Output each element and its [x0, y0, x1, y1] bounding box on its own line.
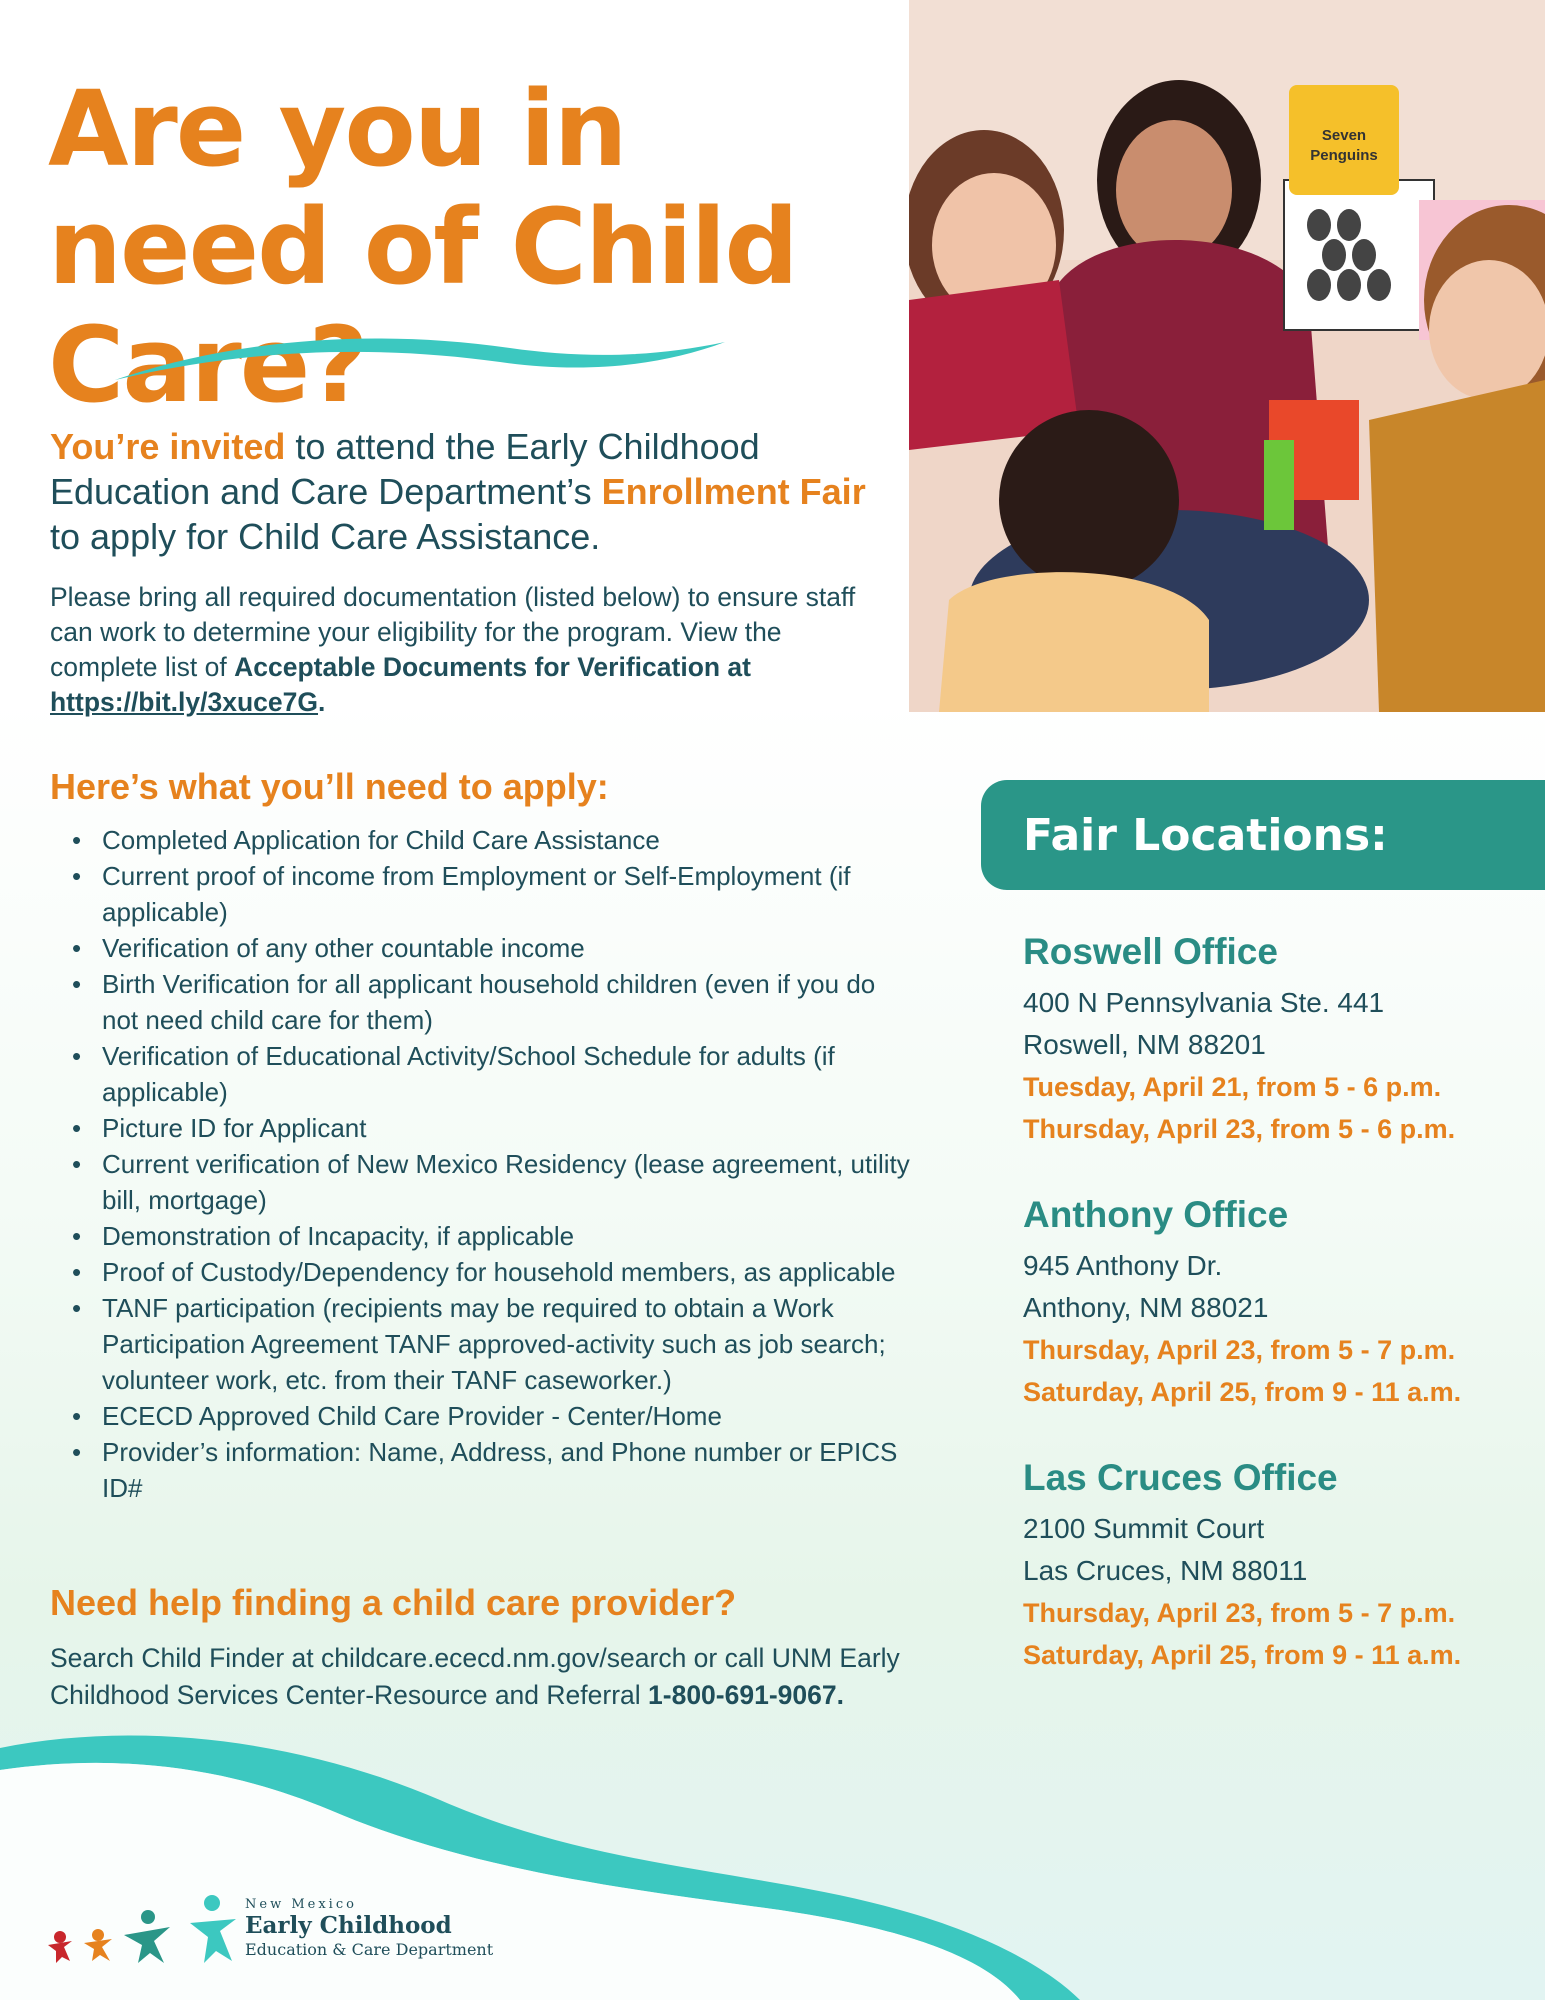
location-time: Saturday, April 25, from 9 - 11 a.m.	[1023, 1640, 1462, 1670]
invitation-body-2: to apply for Child Care Assistance.	[50, 516, 601, 557]
book-title-line2: Penguins	[1310, 147, 1378, 164]
list-item: • Verification of Educational Activity/School Schedule for adults (if applicable)	[50, 1038, 910, 1110]
documentation-end: .	[318, 687, 326, 717]
list-item: • Picture ID for Applicant	[50, 1110, 910, 1146]
invitation-body-1: to attend the Early Childhood Education and Care Department’s	[50, 426, 760, 512]
location-address-line2: Anthony, NM 88021	[1023, 1292, 1269, 1323]
documents-link[interactable]: https://bit.ly/3xuce7G	[50, 687, 319, 717]
ececd-logo-text	[245, 1897, 493, 1959]
help-text	[50, 1640, 950, 1714]
location-anthony	[1023, 1193, 1523, 1413]
list-item: • Completed Application for Child Care Assistance	[50, 822, 910, 858]
logo-line-2: Early Childhood	[245, 1912, 452, 1939]
list-item: • Current verification of New Mexico Residency (lease agreement, utility bill, mortgage)	[50, 1146, 910, 1218]
list-item: • Birth Verification for all applicant household children (even if you do not need child care for them)	[50, 966, 910, 1038]
location-time: Saturday, April 25, from 9 - 11 a.m.	[1023, 1377, 1462, 1407]
list-item: • TANF participation (recipients may be required to obtain a Work Participation Agreement TANF approved-activity such as job search; volunteer work, etc. from their TANF caseworker.)	[50, 1290, 910, 1398]
list-item: • Demonstration of Incapacity, if applicable	[50, 1218, 910, 1254]
invited-highlight: You’re invited	[50, 426, 286, 467]
location-time: Thursday, April 23, from 5 - 6 p.m.	[1023, 1114, 1456, 1144]
documentation-bold: Acceptable Documents for Verification at	[234, 652, 751, 682]
help-heading: Need help finding a child care provider?	[50, 1582, 737, 1623]
figure-orange-icon	[84, 1929, 112, 1961]
figure-turquoise-icon	[190, 1895, 236, 1963]
list-item: • Current proof of income from Employment or Self-Employment (if applicable)	[50, 858, 910, 930]
enrollment-fair-highlight: Enrollment Fair	[601, 471, 866, 512]
invitation-text	[50, 424, 870, 559]
logo-line-3: Education & Care Department	[245, 1940, 494, 1959]
location-roswell	[1023, 930, 1523, 1150]
location-time: Tuesday, April 21, from 5 - 6 p.m.	[1023, 1072, 1442, 1102]
logo-line-1: New Mexico	[245, 1897, 357, 1912]
location-name: Anthony Office	[1023, 1194, 1289, 1235]
requirements-heading: Here’s what you’ll need to apply:	[50, 766, 609, 807]
location-las-cruces	[1023, 1456, 1523, 1676]
location-address-line1: 2100 Summit Court	[1023, 1513, 1265, 1544]
help-phone: 1-800-691-9067.	[648, 1680, 844, 1710]
list-item: • Proof of Custody/Dependency for household members, as applicable	[50, 1254, 910, 1290]
list-item: • ECECD Approved Child Care Provider - Center/Home	[50, 1398, 910, 1434]
list-item: • Verification of any other countable income	[50, 930, 910, 966]
location-time: Thursday, April 23, from 5 - 7 p.m.	[1023, 1335, 1456, 1365]
list-item: • Provider’s information: Name, Address, and Phone number or EPICS ID#	[50, 1434, 910, 1506]
page-title: Are you in need of Child Care?	[48, 68, 797, 426]
requirements-list	[50, 822, 910, 1506]
hero-photo	[909, 0, 1545, 712]
decorative-swoosh	[110, 330, 730, 390]
location-address-line1: 945 Anthony Dr.	[1023, 1250, 1223, 1281]
location-name: Las Cruces Office	[1023, 1457, 1338, 1498]
location-name: Roswell Office	[1023, 931, 1278, 972]
location-address-line2: Las Cruces, NM 88011	[1023, 1555, 1308, 1586]
figure-red-icon	[48, 1931, 72, 1963]
classroom-photo-illustration	[909, 0, 1545, 712]
book-title-line1: Seven	[1321, 127, 1367, 144]
fair-locations-banner: Fair Locations:	[981, 780, 1545, 890]
location-address-line1: 400 N Pennsylvania Ste. 441	[1023, 987, 1385, 1018]
help-body: Search Child Finder at childcare.ececd.nm.gov/search or call UNM Early Childhood Services Center-Resource and Referral	[50, 1643, 900, 1710]
location-address-line2: Roswell, NM 88201	[1023, 1029, 1266, 1060]
location-time: Thursday, April 23, from 5 - 7 p.m.	[1023, 1598, 1456, 1628]
documentation-note	[50, 580, 870, 720]
figure-teal-icon	[124, 1910, 170, 1963]
documentation-text: Please bring all required documentation (listed below) to ensure staff can work to determine your eligibility for the program. View the complete list of	[50, 582, 856, 682]
